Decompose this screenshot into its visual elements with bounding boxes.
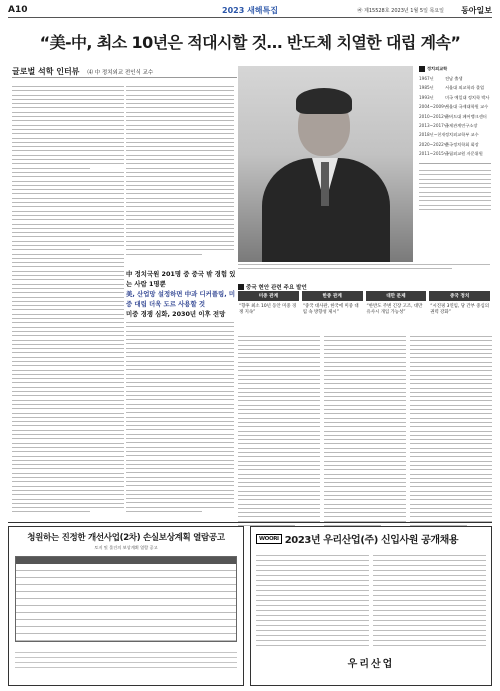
pull-quote bbox=[126, 270, 236, 320]
public-notice-ad bbox=[8, 526, 244, 686]
profile-row: 2013~2017년 국제관계연구소장 bbox=[419, 122, 478, 128]
profile-row: 2011~2015년 국립외교원 자문위원 bbox=[419, 151, 483, 157]
profile-row: 2020~2022년 한국정치학회 회장 bbox=[419, 141, 479, 147]
public-notice-subtitle: 토지 및 물건의 보상계획 열람 공고 bbox=[94, 545, 158, 550]
profile-row: 1993년 미국 예일대 정치학 박사 bbox=[419, 94, 490, 100]
interviewee-photo bbox=[238, 66, 413, 262]
masthead-rule bbox=[8, 17, 492, 18]
view-quote: “한반도 주변 긴장 고조, 대만 유사시 개입 가능성” bbox=[366, 304, 423, 316]
views-title: 중국 현안 관련 주요 발언 bbox=[238, 283, 490, 291]
view-column bbox=[429, 291, 490, 317]
article-body-column-2b bbox=[126, 322, 234, 518]
pull-quote-line-3: 미중 경쟁 심화, 2030년 이후 전망 bbox=[126, 309, 226, 318]
view-quote: “중국 대사관, 한국에 미중 대립 속 방향성 제시” bbox=[302, 304, 359, 316]
issue-info: ㉱ 제15528호 2023년 1월 5일 목요일 bbox=[357, 7, 444, 14]
company-logo-icon: WOORI bbox=[256, 534, 282, 544]
article-headline: “美-中, 최소 10년은 적대시할 것… 반도체 치열한 대립 계속” bbox=[39, 33, 461, 52]
public-notice-title: 청원하는 진정한 개선사업(2차) 손실보상계획 열람공고 bbox=[27, 533, 225, 543]
article-byline: ⑷ 中 정치외교 전인식 교수 bbox=[87, 69, 154, 76]
view-tag: 중국 정치 bbox=[429, 291, 490, 301]
public-notice-table bbox=[15, 556, 237, 642]
company-brand-name: 우리산업 bbox=[347, 659, 395, 670]
view-column bbox=[366, 291, 427, 317]
profile-row: 2010~2012년 하버드대 페어뱅크센터 bbox=[419, 113, 487, 119]
view-tag: 미중 관계 bbox=[238, 291, 299, 301]
article-kicker: 글로벌 석학 인터뷰 bbox=[12, 67, 80, 76]
ad-divider bbox=[8, 522, 492, 523]
recruitment-title-text: 2023년 우리산업(주) 신입사원 공개채용 bbox=[284, 535, 459, 546]
pull-quote-line-2: 美, 산업망 설정하면 中과 디커플링, 미중 대립 더욱 도르 사용할 것 bbox=[126, 289, 236, 308]
view-column bbox=[302, 291, 363, 317]
square-bullet-icon bbox=[238, 284, 244, 290]
view-quote: “향후 최소 10년 동안 미중 경쟁 지속” bbox=[239, 304, 297, 316]
views-grid bbox=[238, 291, 490, 317]
profile-title: 정치외교학 bbox=[419, 66, 491, 72]
view-column bbox=[238, 291, 299, 317]
recruitment-ad bbox=[250, 526, 492, 686]
view-tag: 한중 관계 bbox=[302, 291, 363, 301]
profile-sidebar bbox=[419, 66, 491, 266]
photo-caption bbox=[238, 264, 490, 272]
article-body-column-5 bbox=[410, 336, 492, 518]
profile-row: 1985년 서울대 외교학과 졸업 bbox=[419, 85, 485, 91]
pull-quote-line-1: 中 정치국원 201명 중 중국 밖 경험 있는 사람 1명뿐 bbox=[126, 270, 236, 288]
article-body-column-4 bbox=[324, 336, 406, 518]
recruitment-body bbox=[256, 551, 486, 649]
profile-row: 2018년~현재 정치외교학부 교수 bbox=[419, 132, 479, 138]
view-quote: “시진핑 3연임, 당 간부 중심의 권력 강화” bbox=[430, 304, 489, 316]
view-tag: 대만 문제 bbox=[366, 291, 427, 301]
profile-row: 2004~2009년 서울대 국제대학원 교수 bbox=[419, 104, 489, 110]
special-section-label: 2023 새해특집 bbox=[222, 5, 278, 15]
recruitment-title bbox=[251, 527, 491, 546]
article-body-column-2 bbox=[126, 86, 234, 266]
square-bullet-icon bbox=[419, 66, 425, 72]
interview-header bbox=[12, 66, 237, 78]
newspaper-logo: 동아일보 bbox=[461, 4, 492, 15]
article-body-column-1 bbox=[12, 86, 124, 516]
masthead bbox=[8, 4, 492, 16]
public-notice-footer bbox=[15, 648, 237, 668]
profile-row: 1967년 전남 출생 bbox=[419, 76, 463, 81]
article-body-column-3 bbox=[238, 336, 320, 518]
page-number: A10 bbox=[8, 5, 28, 15]
